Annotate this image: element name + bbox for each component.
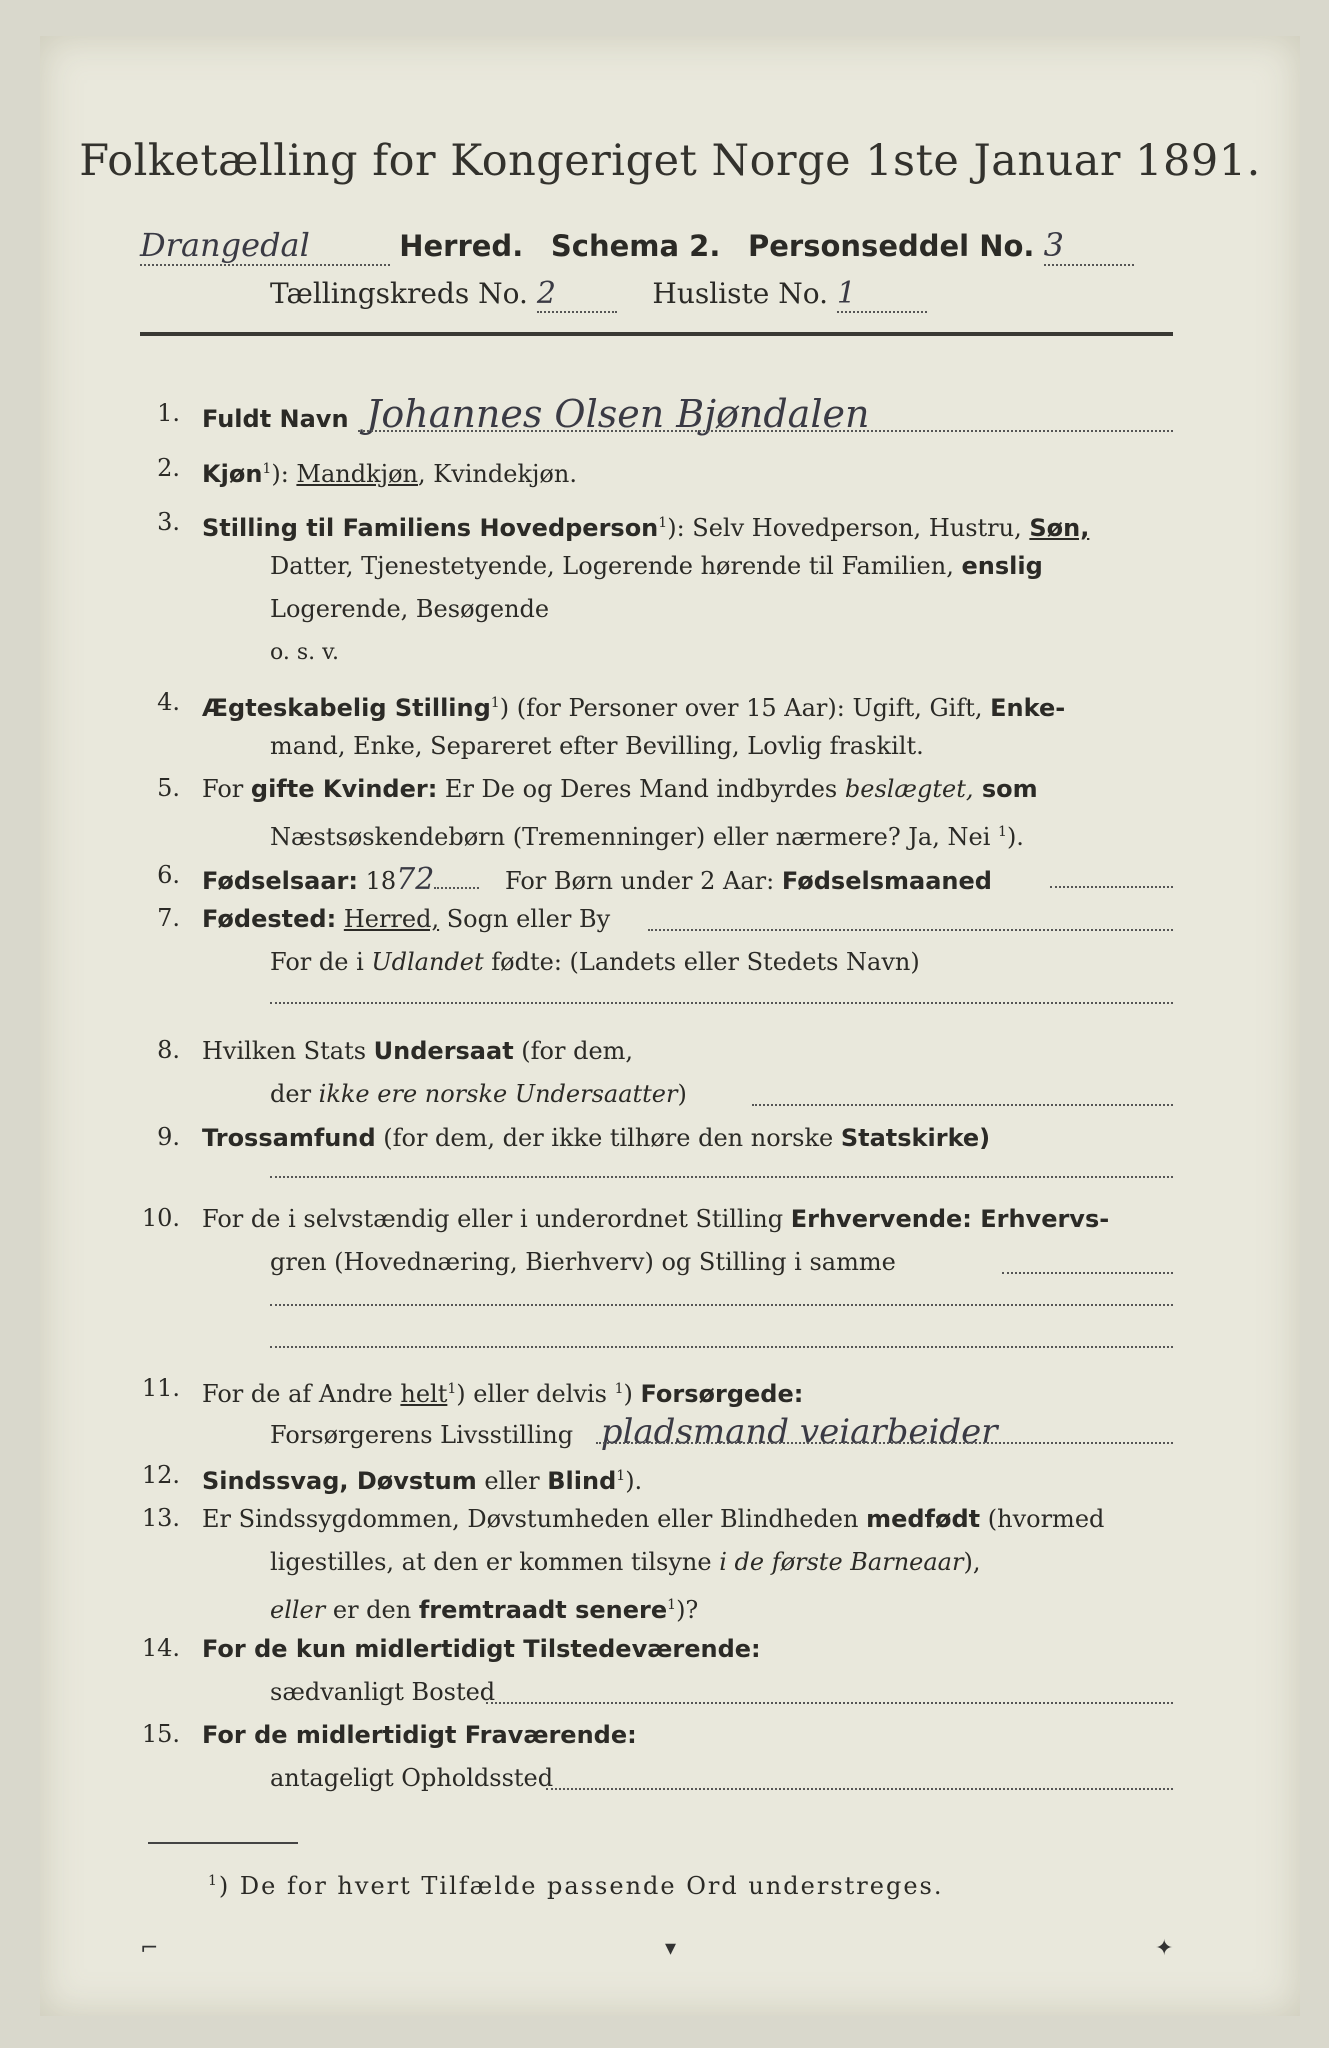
item-number: 15. (141, 1720, 180, 1748)
item-number: 1. (157, 399, 180, 427)
footnote-ref: 1 (614, 1381, 624, 1397)
item-religion (202, 1123, 990, 1153)
item-number: 4. (157, 688, 180, 716)
birth-month-label: Fødselsmaaned (781, 867, 992, 895)
item-temporary-present (202, 1634, 761, 1664)
birthplace-herred: Herred, (343, 905, 440, 933)
sex-option-female: , Kvindekjøn. (418, 460, 577, 488)
item-number: 13. (141, 1504, 180, 1532)
sex-colon: ): (271, 460, 297, 488)
header-divider (140, 332, 1173, 336)
provider-occupation-value: pladsmand veiarbeider (600, 1412, 998, 1452)
occupation-label: Erhvervende: Erhvervs- (790, 1205, 1110, 1233)
item-number: 6. (157, 861, 180, 889)
form-title: Folketælling for Kongeriget Norge 1ste Januar 1891. (79, 136, 1261, 186)
married-women-label: gifte Kvinder: (250, 775, 438, 803)
married-women-prefix: For (202, 775, 251, 803)
congenital-line2-prefix: ligestilles, at den er kommen tilsyne (270, 1548, 720, 1576)
married-women-options: Næstsøskendebørn (Tremenninger) eller nærmere? Ja, Nei (270, 823, 999, 851)
husliste-value: 1 (837, 276, 927, 313)
husliste-label: Husliste No. (652, 277, 829, 310)
religion-dotted-line (270, 1176, 1173, 1178)
family-position-line3: Logerende, Besøgende (270, 595, 550, 623)
married-women-end: ). (1006, 823, 1024, 851)
marital-status-line2: mand, Enke, Separeret efter Bevilling, Lovlig fraskilt. (270, 732, 924, 760)
congenital-line2-italic: i de første Barneaar (719, 1548, 964, 1576)
header-row-kreds (270, 276, 927, 313)
birth-year-value: 72 (396, 862, 435, 897)
provider-occupation-label: Forsørgerens Livsstilling (270, 1421, 574, 1449)
punch-mark-left-icon: ⌐ (140, 1936, 159, 1961)
footnote-ref: 1 (262, 461, 272, 477)
supported-delvis: ) eller delvis (456, 1380, 615, 1408)
citizenship-label: Undersaat (373, 1037, 514, 1065)
supported-label: Forsørgede: (640, 1380, 804, 1408)
congenital-line3 (270, 1590, 698, 1625)
citizenship-prefix: Hvilken Stats (202, 1037, 374, 1065)
personseddel-value: 3 (1044, 226, 1134, 266)
item-number: 3. (157, 508, 180, 536)
congenital-text: (hvormed (980, 1505, 1105, 1533)
supported-sep: ) (623, 1380, 641, 1408)
full-name-value: Johannes Olsen Bjøndalen (366, 392, 870, 436)
probable-residence-dotted-line (546, 1788, 1173, 1790)
herred-label: Herred. (399, 229, 524, 263)
punch-mark-center-icon: ▾ (665, 1936, 677, 1961)
item-temporary-absent (202, 1720, 637, 1750)
family-position-label: Stilling til Familiens Hovedperson (202, 514, 659, 542)
item-married-women (202, 774, 1038, 804)
married-women-question: Er De og Deres Mand indbyrdes (437, 775, 845, 803)
item-birth-year (202, 861, 992, 896)
religion-text: (for dem, der ikke tilhøre den norske (375, 1124, 841, 1152)
supported-line2 (270, 1412, 998, 1452)
birthplace-abroad-text: fødte: (Landets eller Stedets Navn) (483, 948, 920, 976)
herred-value: Drangedal (140, 226, 390, 266)
item-number: 11. (141, 1374, 180, 1402)
family-position-line2 (270, 551, 1043, 581)
supported-prefix: For de af Andre (202, 1380, 401, 1408)
congenital-prefix: Er Sindssygdommen, Døvstumheden eller Blindheden (202, 1505, 867, 1533)
item-supported (202, 1374, 803, 1409)
item-number: 14. (141, 1634, 180, 1662)
punch-mark-right-icon: ✦ (1155, 1936, 1174, 1961)
citizenship-line2-italic: ikke ere norske Undersaatter (318, 1080, 678, 1108)
personseddel-label: Personseddel No. (748, 229, 1035, 263)
footnote-ref: 1 (998, 824, 1007, 840)
birthplace-abroad-prefix: For de i (270, 948, 372, 976)
item-number: 12. (141, 1461, 180, 1489)
full-name-label: Fuldt Navn (202, 405, 349, 433)
occupation-dotted-line-2 (270, 1304, 1173, 1306)
item-congenital (202, 1504, 1104, 1534)
birthplace-abroad-dotted-line (270, 1002, 1173, 1004)
birth-month-dotted-line (1050, 886, 1173, 888)
congenital-line3-text: er den (325, 1596, 419, 1624)
occupation-prefix: For de i selvstændig eller i underordnet Stilling (202, 1205, 791, 1233)
congenital-label: medfødt (866, 1505, 981, 1533)
kreds-value: 2 (537, 276, 617, 313)
married-women-som: som (973, 775, 1038, 803)
marital-status-enke: Enke- (990, 694, 1066, 722)
footnote-text: ) De for hvert Tilfælde passende Ord understreges. (218, 1872, 944, 1900)
disability-or: eller (476, 1467, 548, 1495)
disability-end: ). (625, 1467, 643, 1495)
birthplace-options: Sogn eller By (439, 905, 611, 933)
item-marital-status (202, 688, 1065, 723)
item-number: 10. (141, 1204, 180, 1232)
birthplace-dotted-line (648, 929, 1173, 931)
kreds-label: Tællingskreds No. (270, 277, 528, 310)
birthplace-line2 (270, 947, 920, 977)
family-position-line4: o. s. v. (270, 640, 339, 665)
schema-label: Schema 2. (550, 229, 721, 263)
item-citizenship (202, 1036, 633, 1066)
occupation-line2: gren (Hovednæring, Bierhverv) og Stilling i samme (270, 1248, 896, 1276)
citizenship-dotted-line (752, 1104, 1173, 1106)
congenital-line3-bold: fremtraadt senere (418, 1596, 668, 1624)
citizenship-line2 (270, 1079, 687, 1109)
marital-status-options: ) (for Personer over 15 Aar): Ugift, Gift, (499, 694, 991, 722)
footnote-ref: 1 (490, 695, 500, 711)
usual-residence-dotted-line (486, 1702, 1173, 1704)
disability-label: Sindssvag, Døvstum (202, 1467, 477, 1495)
citizenship-line2-prefix: der (270, 1080, 319, 1108)
congenital-line3-italic: eller (270, 1596, 326, 1624)
footnote-ref: 1 (616, 1468, 626, 1484)
family-position-options-2: Datter, Tjenestetyende, Logerende hørende til Familien, (270, 552, 962, 580)
footnote-ref: 1 (667, 1597, 677, 1613)
congenital-line2-end: ), (963, 1548, 981, 1576)
item-number: 9. (157, 1123, 180, 1151)
item-number: 8. (157, 1036, 180, 1064)
item-disability (202, 1461, 642, 1496)
family-position-son: Søn, (1029, 514, 1090, 542)
footnote (208, 1866, 943, 1901)
occupation-dotted-line-1 (1002, 1272, 1173, 1274)
congenital-line2 (270, 1547, 980, 1577)
married-women-related: beslægtet, (844, 775, 974, 803)
item-occupation (202, 1204, 1109, 1234)
birth-year-dots (434, 861, 479, 889)
footnote-rule (148, 1842, 298, 1844)
temporary-absent-label: For de midlertidigt Fraværende: (202, 1721, 637, 1749)
item-family-position (202, 508, 1089, 543)
footnote-ref: 1 (447, 1381, 457, 1397)
header-row-herred (140, 226, 1134, 266)
religion-end: Statskirke) (840, 1124, 991, 1152)
disability-blind: Blind (547, 1467, 617, 1495)
birth-year-label: Fødselsaar: (202, 867, 358, 895)
supported-helt: helt (400, 1380, 448, 1408)
birth-year-prefix: 18 (358, 867, 397, 895)
sex-label: Kjøn (202, 460, 263, 488)
item-number: 7. (157, 904, 180, 932)
birthplace-abroad-label: Udlandet (371, 948, 484, 976)
footnote-marker: 1 (208, 1873, 219, 1889)
citizenship-line2-end: ) (677, 1080, 687, 1108)
religion-label: Trossamfund (202, 1124, 376, 1152)
occupation-dotted-line-3 (270, 1346, 1173, 1348)
birthplace-label: Fødested: (202, 905, 337, 933)
birth-month-prefix: For Børn under 2 Aar: (505, 867, 782, 895)
provider-occupation-dotted-line (596, 1442, 1173, 1444)
temporary-present-line2: sædvanligt Bosted (270, 1678, 496, 1706)
marital-status-label: Ægteskabelig Stilling (202, 694, 491, 722)
temporary-absent-line2: antageligt Opholdssted (270, 1764, 554, 1792)
full-name-dotted-line (358, 430, 1173, 432)
item-sex (202, 454, 577, 489)
item-number: 5. (157, 774, 180, 802)
item-full-name (202, 392, 870, 436)
sex-option-male: Mandkjøn (296, 460, 418, 488)
married-women-line2 (270, 817, 1024, 852)
item-number: 2. (157, 454, 180, 482)
footnote-ref: 1 (658, 515, 668, 531)
family-position-options: ): Selv Hovedperson, Hustru, (667, 514, 1030, 542)
item-birthplace (202, 904, 610, 934)
congenital-line3-end: )? (676, 1596, 699, 1624)
temporary-present-label: For de kun midlertidigt Tilstedeværende: (202, 1635, 761, 1663)
family-position-enslig: enslig (961, 552, 1043, 580)
citizenship-text: (for dem, (513, 1037, 634, 1065)
census-form-page (40, 36, 1300, 2016)
